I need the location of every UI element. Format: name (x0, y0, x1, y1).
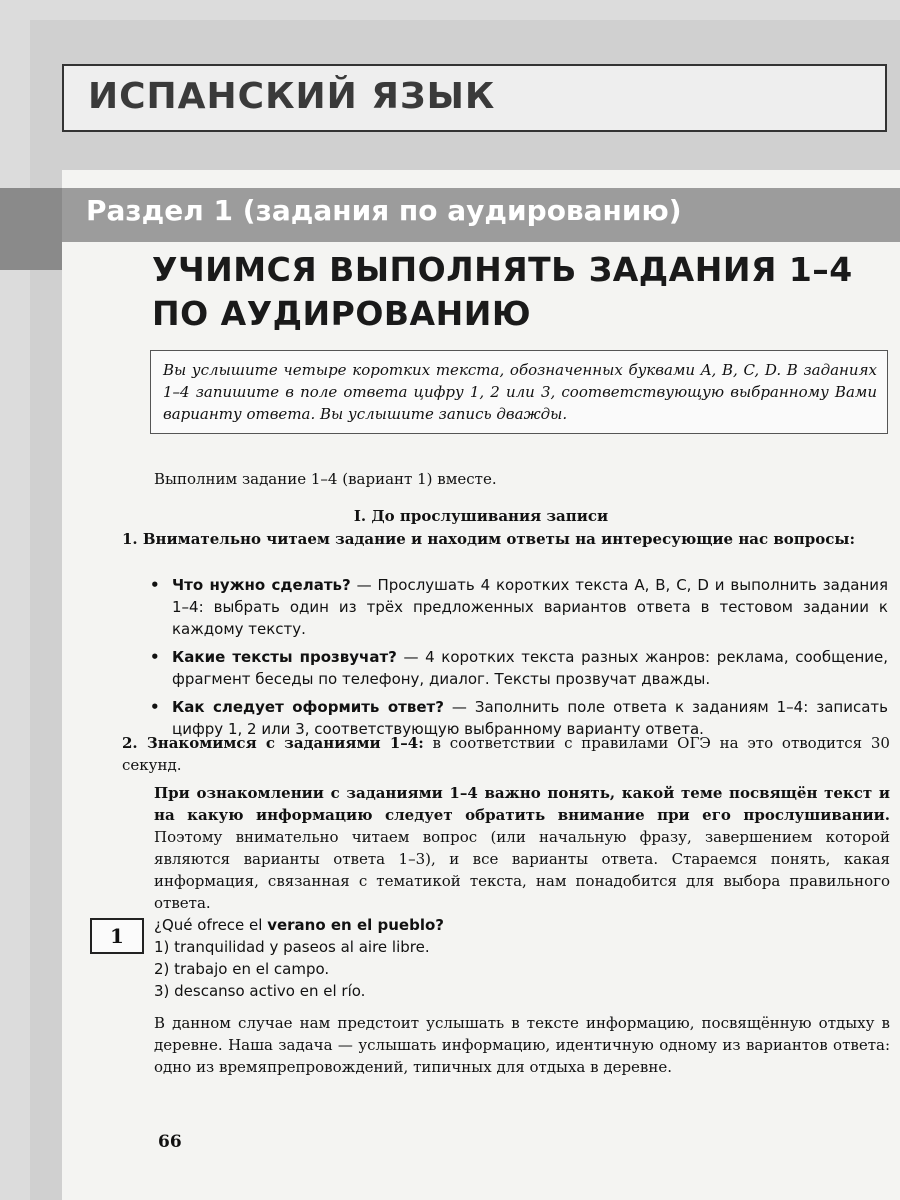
step-1: 1. Внимательно читаем задание и находим ответы на интересующие нас вопросы: (122, 530, 855, 548)
section-bar (62, 188, 900, 242)
bullet-question: Как следует оформить ответ? (172, 698, 444, 716)
subject-title: ИСПАНСКИЙ ЯЗЫК (88, 76, 496, 117)
instruction-box: Вы услышите четыре коротких текста, обозначенных буквами A, B, C, D. В заданиях 1–4 запишите в поле ответа цифру 1, 2 или 3, соответствующую выбранному Вами варианту ответа. Вы услышите запись дважды. (150, 350, 888, 434)
task-question-text (154, 914, 854, 936)
bullet-icon: • (150, 648, 160, 666)
paragraph-3: В данном случае нам предстоит услышать в тексте информацию, посвящённую отдыху в деревне. Наша задача — услышать информацию, идентичную одному из вариантов ответа: одно из времяпрепровождений, типичных для отдыха в деревне. (154, 1014, 890, 1076)
bullet-answer: — Заполнить поле ответа к заданиям 1–4: записать цифру 1, 2 или 3, соответствующую выбранному варианту ответа. (172, 698, 888, 738)
step-2-rest: в соответствии с правилами ОГЭ на это отводится 30 секунд. (122, 734, 890, 774)
page-number: 66 (158, 1132, 182, 1152)
list-item (150, 574, 888, 640)
bullet-question: Какие тексты прозвучат? (172, 648, 397, 666)
task-question (154, 914, 854, 1002)
list-item (150, 646, 888, 690)
bullet-icon: • (150, 576, 160, 594)
paragraph-2 (154, 782, 890, 914)
step-2 (122, 732, 890, 776)
paragraph-2-bold: При ознакомлении с заданиями 1–4 важно понять, какой теме посвящён текст и на какую информацию следует обратить внимание при его прослушивании. (154, 784, 890, 824)
paragraph-2-rest: Поэтому внимательно читаем вопрос (или начальную фразу, завершением которой являются варианты ответа 1–3), и все варианты ответа. Стараемся понять, какая информация, связанная с тематикой текста, нам понадобится для выбора правильного ответа. (154, 828, 890, 912)
subject-header-box (62, 64, 887, 132)
task-number-box: 1 (90, 918, 144, 954)
back-page-section-strip (0, 188, 70, 270)
task-question-pre: ¿Qué ofrece el (154, 916, 268, 934)
section-title: Раздел 1 (задания по аудированию) (86, 194, 682, 227)
question-list (150, 574, 888, 746)
task-option: 1) tranquilidad y paseos al aire libre. (154, 938, 430, 956)
task-option: 3) descanso activo en el río. (154, 982, 366, 1000)
bullet-answer: — 4 коротких текста разных жанров: реклама, сообщение, фрагмент беседы по телефону, диалог. Тексты прозвучат дважды. (172, 648, 888, 688)
task-option: 2) trabajo en el campo. (154, 960, 330, 978)
page-title: УЧИМСЯ ВЫПОЛНЯТЬ ЗАДАНИЯ 1–4 ПО АУДИРОВАНИЮ (152, 250, 853, 333)
intro-text: Выполним задание 1–4 (вариант 1) вместе. (154, 470, 497, 488)
task-question-bold: verano en el pueblo? (267, 916, 444, 934)
bullet-answer: — Прослушать 4 коротких текста A, B, C, D и выполнить задания 1–4: выбрать один из трёх предложенных вариантов ответа в тестовом задании к каждому тексту. (172, 576, 888, 638)
bullet-question: Что нужно сделать? (172, 576, 351, 594)
front-page (62, 170, 900, 1200)
bullet-icon: • (150, 698, 160, 716)
step-2-bold: 2. Знакомимся с заданиями 1–4: (122, 734, 424, 752)
part-heading: I. До прослушивания записи (353, 507, 609, 525)
